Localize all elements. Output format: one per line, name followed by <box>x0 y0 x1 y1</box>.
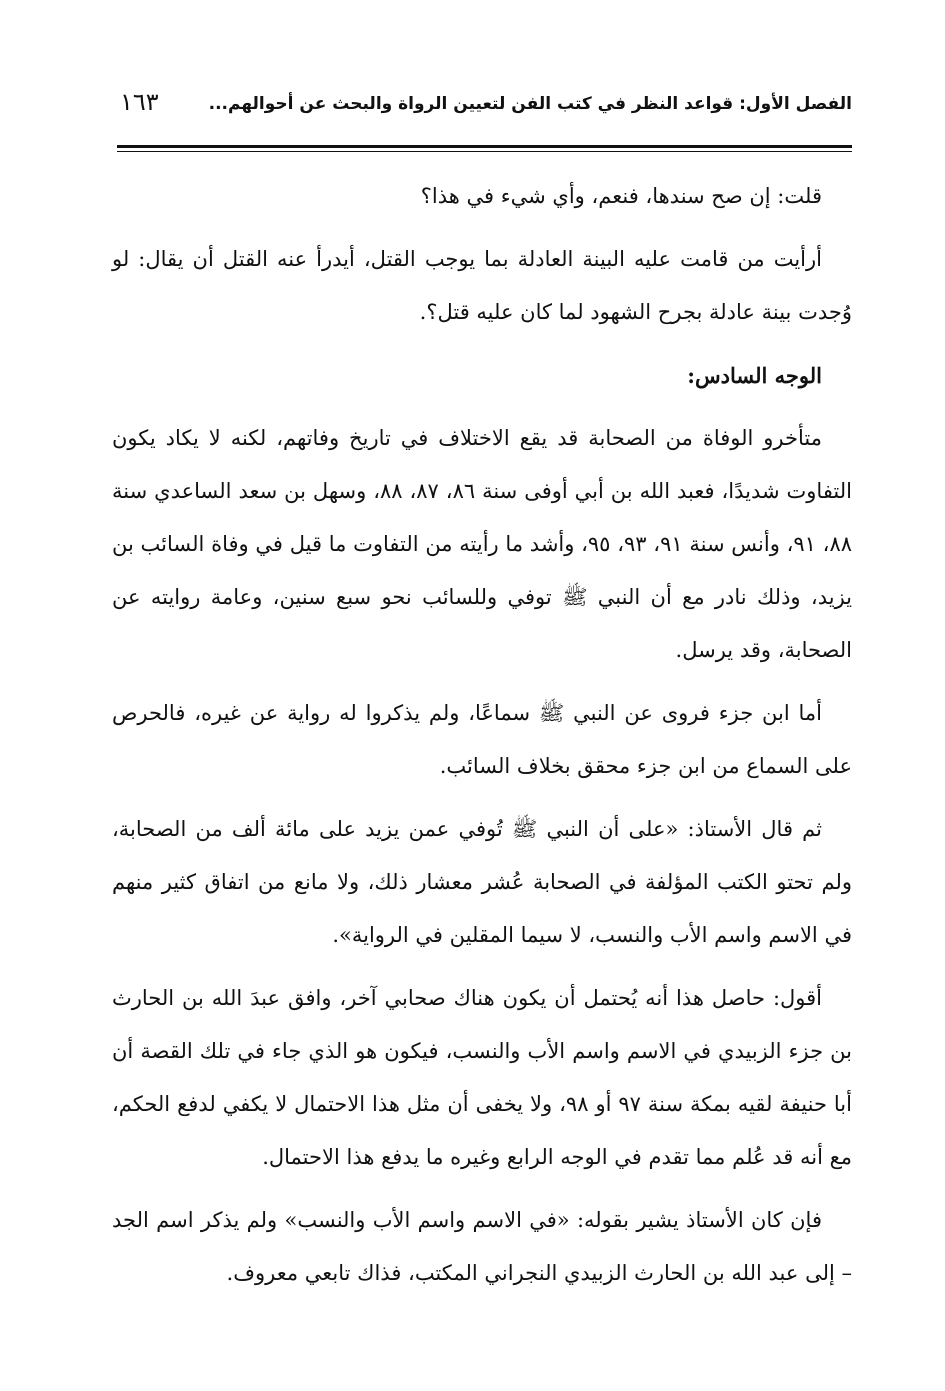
paragraph-2: أرأيت من قامت عليه البينة العادلة بما يوجب القتل، أيدرأ عنه القتل أن يقال: لو وُجدت بينة عادلة بجرح الشهود لما كان عليه قتل؟. <box>112 247 852 324</box>
running-header <box>112 88 852 128</box>
paragraph-4: أما ابن جزء فروى عن النبي ﷺ سماعًا، ولم يذكروا له رواية عن غيره، فالحرص على السماع من ابن جزء محقق بخلاف السائب. <box>112 701 852 778</box>
paragraph-7: فإن كان الأستاذ يشير بقوله: «في الاسم واسم الأب والنسب» ولم يذكر اسم الجد – إلى عبد الله بن الحارث الزبيدي النجراني المكتب، فذاك تابعي معروف. <box>112 1208 852 1285</box>
chapter-title: الفصل الأول: قواعد النظر في كتب الفن لتعيين الرواة والبحث عن أحوالهم... <box>208 94 852 114</box>
page-number: ١٦٣ <box>120 88 159 116</box>
paragraph-5: ثم قال الأستاذ: «على أن النبي ﷺ تُوفي عمن يزيد على مائة ألف من الصحابة، ولم تحتو الكتب المؤلفة في الصحابة عُشر معشار ذلك، ولا مانع من اتفاق كثير منهم في الاسم واسم الأب والنسب، لا سيما المقلين في الرواية». <box>112 817 852 947</box>
header-rule-thick <box>117 145 852 148</box>
paragraph-6: أقول: حاصل هذا أنه يُحتمل أن يكون هناك صحابي آخر، وافق عبدَ الله بن الحارث بن جزء الزبيدي في الاسم واسم الأب والنسب، فيكون هو الذي جاء في تلك القصة أن أبا حنيفة لقيه بمكة سنة ٩٧ أو ٩٨، ولا يخفى أن مثل هذا الاحتمال لا يكفي لدفع الحكم، مع أنه قد عُلم مما تقدم في الوجه الرابع وغيره ما يدفع هذا الاحتمال. <box>112 986 852 1169</box>
body-text <box>112 170 852 1310</box>
paragraph-1: قلت: إن صح سندها، فنعم، وأي شيء في هذا؟ <box>420 184 822 208</box>
header-rule-thin <box>117 151 852 152</box>
section-heading: الوجه السادس: <box>687 363 822 388</box>
paragraph-3: متأخرو الوفاة من الصحابة قد يقع الاختلاف في تاريخ وفاتهم، لكنه لا يكاد يكون التفاوت شديدًا، فعبد الله بن أبي أوفى سنة ٨٦، ٨٧، ٨٨، وسهل بن سعد الساعدي سنة ٨٨، ٩١، وأنس سنة ٩١، ٩٣، ٩٥، وأشد ما رأيته من التفاوت ما قيل في وفاة السائب بن يزيد، وذلك نادر مع أن النبي ﷺ توفي وللسائب نحو سبع سنين، وعامة روايته عن الصحابة، وقد يرسل. <box>112 426 853 662</box>
